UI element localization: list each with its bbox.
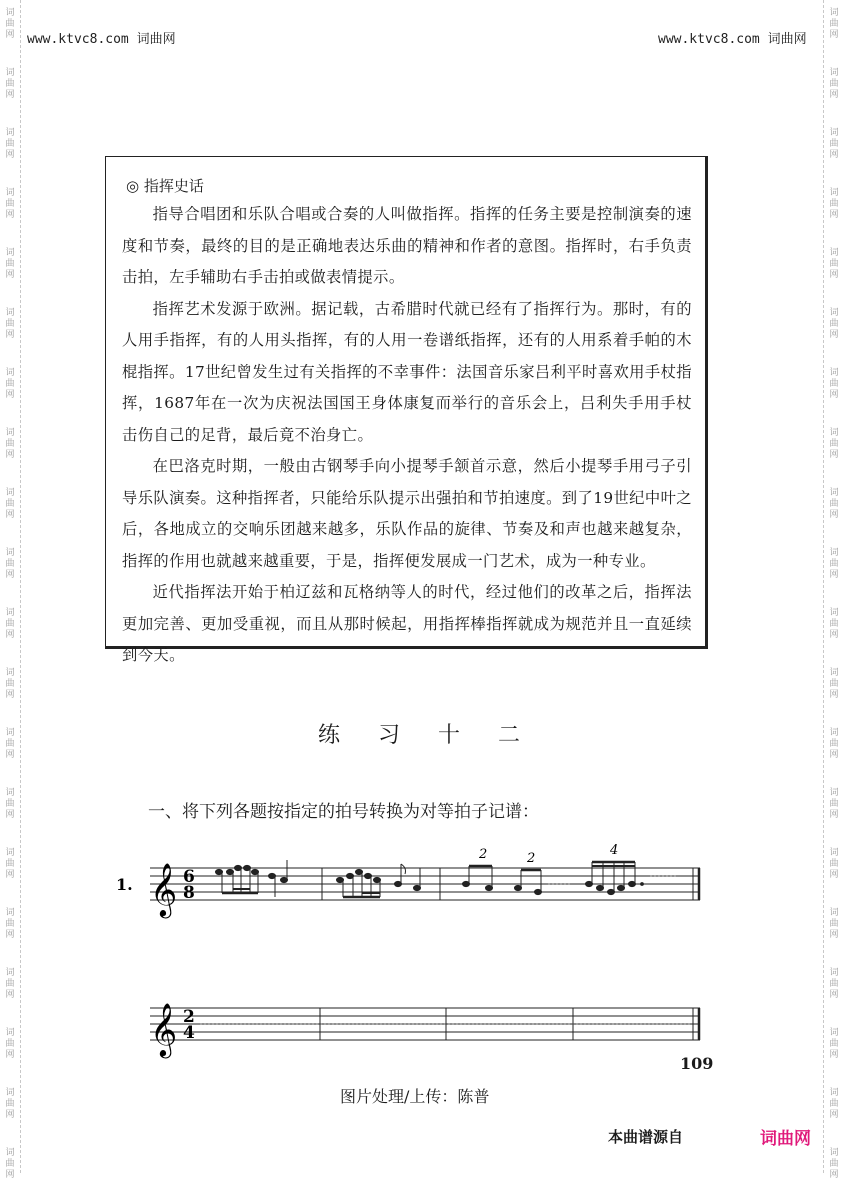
box-paragraph: 指导合唱团和乐队合唱或合奏的人叫做指挥。指挥的任务主要是控制演奏的速度和节奏，最终的目的是正确地表达乐曲的精神和作者的意图。指挥时，右手负责击拍，左手辅助右手击拍或做表情提示。	[122, 205, 692, 286]
site-name-link[interactable]: 词曲网	[760, 1129, 811, 1149]
box-paragraph: 在巴洛克时期，一般由古钢琴手向小提琴手颔首示意，然后小提琴手用弓子引导乐队演奏。这种指挥者，只能给乐队提示出强拍和节拍速度。到了19世纪中叶之后，各地成立的交响乐团越来越多，乐队作品的旋律、节奏及和声也越来越复杂，指挥的作用也就越来越重要，于是，指挥便发展成一门艺术，成为一种专业。	[122, 457, 692, 570]
side-watermark-mark: 词 曲 网	[5, 428, 15, 460]
upload-credit: 图片处理/上传：陈普	[340, 1087, 490, 1106]
side-watermark-mark: 词 曲 网	[829, 908, 839, 940]
item-number: 1.	[116, 875, 133, 894]
exercise-question: 一、将下列各题按指定的拍号转换为对等拍子记谱：	[148, 802, 539, 822]
side-watermark-mark: 词 曲 网	[829, 1028, 839, 1060]
time-sig-1-bottom: 8	[183, 883, 195, 903]
side-watermark-mark: 词 曲 网	[5, 1088, 15, 1120]
side-watermark-mark: 词 曲 网	[829, 128, 839, 160]
time-sig-1-top: 6	[183, 867, 195, 887]
side-watermark-mark: 词 曲 网	[5, 188, 15, 220]
measure-3	[463, 866, 542, 895]
tuplet-label: 2	[527, 851, 536, 866]
source-label: 本曲谱源自	[608, 1128, 684, 1146]
side-watermark-mark: 词 曲 网	[829, 668, 839, 700]
treble-clef-icon: 𝄞	[150, 862, 178, 916]
measure-1	[216, 860, 288, 897]
side-watermark-mark: 词 曲 网	[5, 668, 15, 700]
side-watermark-mark: 词 曲 网	[5, 8, 15, 40]
header-url-right[interactable]: www.ktvc8.com 词曲网	[658, 32, 807, 47]
side-watermark-mark: 词 曲 网	[5, 488, 15, 520]
side-watermark-mark: 词 曲 网	[829, 488, 839, 520]
side-watermark-mark: 词 曲 网	[5, 1148, 15, 1180]
side-watermark-mark: 词 曲 网	[829, 188, 839, 220]
box-paragraph: 指挥艺术发源于欧洲。据记载，古希腊时代就已经有了指挥行为。那时，有的人用手指挥，有的人用头指挥，有的人用一卷谱纸指挥，还有的人用系着手帕的木棍指挥。17世纪曾发生过有关指挥的不幸事件：法国音乐家吕利平时喜欢用手杖指挥，1687年在一次为庆祝法国国王身体康复而举行的音乐会上，吕利失手用手杖击伤自己的足背，最后竟不治身亡。	[122, 299, 692, 444]
side-watermark-mark: 词 曲 网	[5, 368, 15, 400]
measure-4	[586, 862, 644, 895]
side-watermark-mark: 词 曲 网	[829, 968, 839, 1000]
side-watermark-mark: 词 曲 网	[829, 788, 839, 820]
side-watermark-mark: 词 曲 网	[829, 428, 839, 460]
treble-clef-icon: 𝄞	[150, 1002, 178, 1056]
side-watermark-mark: 词 曲 网	[829, 608, 839, 640]
side-watermark-mark: 词 曲 网	[5, 728, 15, 760]
time-sig-2-top: 2	[183, 1007, 195, 1027]
header-url-left[interactable]: www.ktvc8.com 词曲网	[27, 32, 176, 47]
side-watermark-mark: 词 曲 网	[5, 248, 15, 280]
side-watermark-mark: 词 曲 网	[829, 548, 839, 580]
time-sig-2-bottom: 4	[183, 1023, 195, 1043]
side-watermark-mark: 词 曲 网	[5, 128, 15, 160]
side-watermark-mark: 词 曲 网	[5, 788, 15, 820]
side-watermark-mark: 词 曲 网	[829, 248, 839, 280]
side-watermark-mark: 词 曲 网	[829, 308, 839, 340]
side-watermark-mark: 词 曲 网	[5, 968, 15, 1000]
side-watermark-mark: 词 曲 网	[829, 1148, 839, 1180]
side-watermark-mark: 词 曲 网	[829, 8, 839, 40]
side-watermark-mark: 词 曲 网	[5, 1028, 15, 1060]
box-paragraph: 近代指挥法开始于柏辽兹和瓦格纳等人的时代，经过他们的改革之后，指挥法更加完善、更加受重视，而且从那时候起，用指挥棒指挥就成为规范并且一直延续到今天。	[122, 583, 692, 664]
side-watermark-mark: 词 曲 网	[829, 368, 839, 400]
side-watermark-mark: 词 曲 网	[5, 548, 15, 580]
side-watermark-mark: 词 曲 网	[829, 848, 839, 880]
side-watermark-mark: 词 曲 网	[5, 848, 15, 880]
side-watermark-mark: 词 曲 网	[829, 1088, 839, 1120]
box-title: ◎ 指挥史话	[126, 177, 204, 195]
tuplet-label: 2	[479, 847, 488, 862]
tuplet-label: 4	[610, 843, 619, 858]
side-watermark-mark: 词 曲 网	[5, 908, 15, 940]
side-watermark-mark: 词 曲 网	[829, 728, 839, 760]
side-watermark-mark: 词 曲 网	[5, 608, 15, 640]
exercise-title: 练习十二	[318, 723, 559, 748]
page-number: 109	[680, 1054, 714, 1073]
side-watermark-mark: 词 曲 网	[5, 68, 15, 100]
side-watermark-mark: 词 曲 网	[829, 68, 839, 100]
side-watermark-mark: 词 曲 网	[5, 308, 15, 340]
